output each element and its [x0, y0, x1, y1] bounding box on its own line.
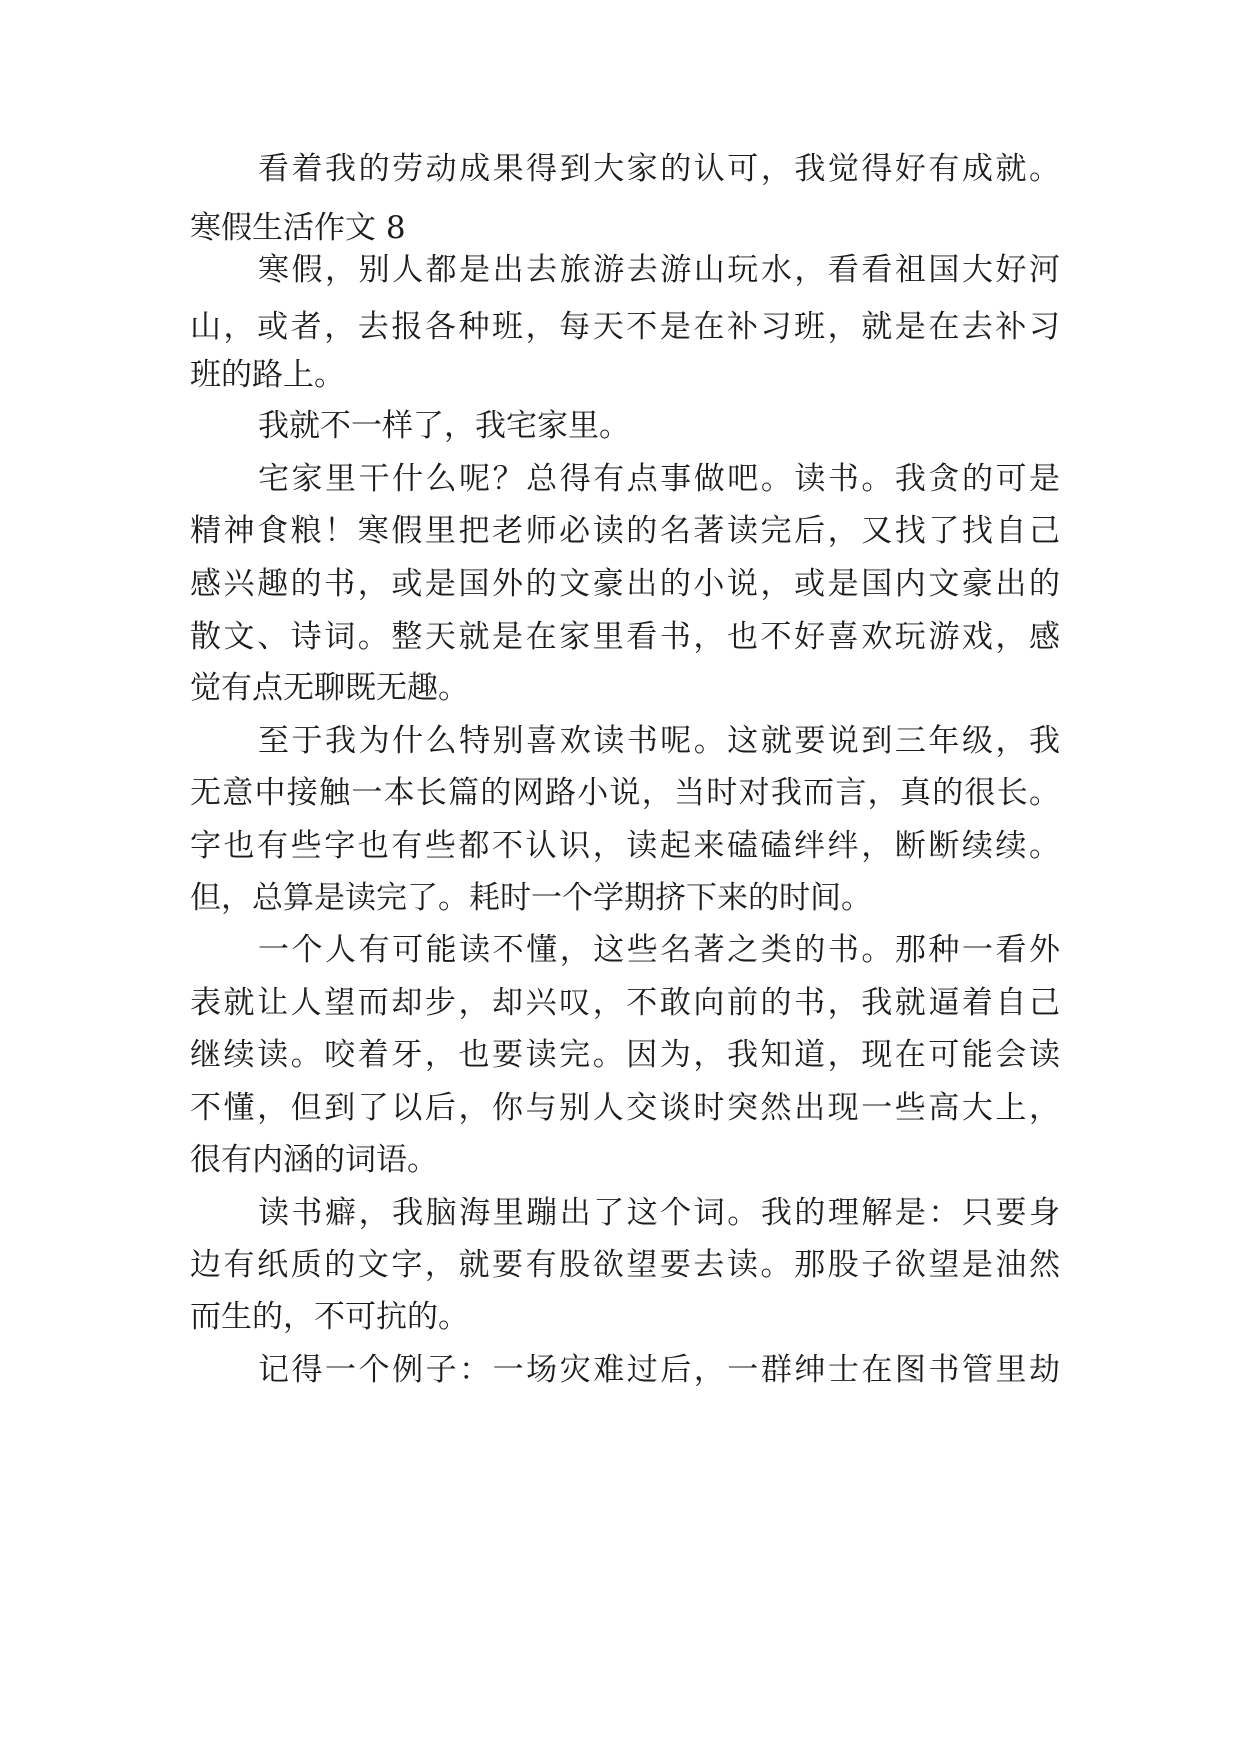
paragraph-line: 散文、诗词。整天就是在家里看书，也不好喜欢玩游戏，感 [190, 619, 1060, 655]
paragraph-line: 字也有些字也有些都不认识，读起来磕磕绊绊，断断续续。 [190, 828, 1060, 864]
paragraph-line: 山，或者，去报各种班，每天不是在补习班，就是在去补习 [190, 309, 1060, 345]
paragraph-line: 寒假，别人都是出去旅游去游山玩水，看看祖国大好河 [258, 252, 1060, 288]
paragraph-line: 而生的，不可抗的。 [190, 1299, 469, 1335]
paragraph-line: 不懂，但到了以后，你与别人交谈时突然出现一些高大上， [190, 1090, 1060, 1126]
paragraph-line: 表就让人望而却步，却兴叹，不敢向前的书，我就逼着自己 [190, 985, 1060, 1021]
paragraph-line: 无意中接触一本长篇的网路小说，当时对我而言，真的很长。 [190, 775, 1060, 811]
paragraph-line: 记得一个例子：一场灾难过后，一群绅士在图书管里劫 [258, 1352, 1060, 1388]
paragraph-line: 读书癖，我脑海里蹦出了这个词。我的理解是：只要身 [258, 1195, 1060, 1231]
paragraph-line: 看着我的劳动成果得到大家的认可，我觉得好有成就。 [258, 151, 1060, 187]
paragraph-line: 精神食粮！寒假里把老师必读的名著读完后，又找了找自己 [190, 513, 1060, 549]
paragraph-line: 宅家里干什么呢？总得有点事做吧。读书。我贪的可是 [258, 461, 1060, 497]
paragraph-line: 但，总算是读完了。耗时一个学期挤下来的时间。 [190, 880, 872, 916]
paragraph-line: 感兴趣的书，或是国外的文豪出的小说，或是国内文豪出的 [190, 566, 1060, 602]
paragraph-line: 至于我为什么特别喜欢读书呢。这就要说到三年级，我 [258, 723, 1060, 759]
paragraph-line: 边有纸质的文字，就要有股欲望要去读。那股子欲望是油然 [190, 1247, 1060, 1283]
paragraph-line: 一个人有可能读不懂，这些名著之类的书。那种一看外 [258, 932, 1060, 968]
paragraph-line: 班的路上。 [190, 357, 345, 393]
paragraph-line: 很有内涵的词语。 [190, 1142, 438, 1178]
paragraph-line: 继续读。咬着牙，也要读完。因为，我知道，现在可能会读 [190, 1037, 1060, 1073]
essay-heading: 寒假生活作文 8 [190, 210, 406, 246]
paragraph-line: 我就不一样了，我宅家里。 [258, 408, 630, 444]
paragraph-line: 觉有点无聊既无趣。 [190, 670, 469, 706]
